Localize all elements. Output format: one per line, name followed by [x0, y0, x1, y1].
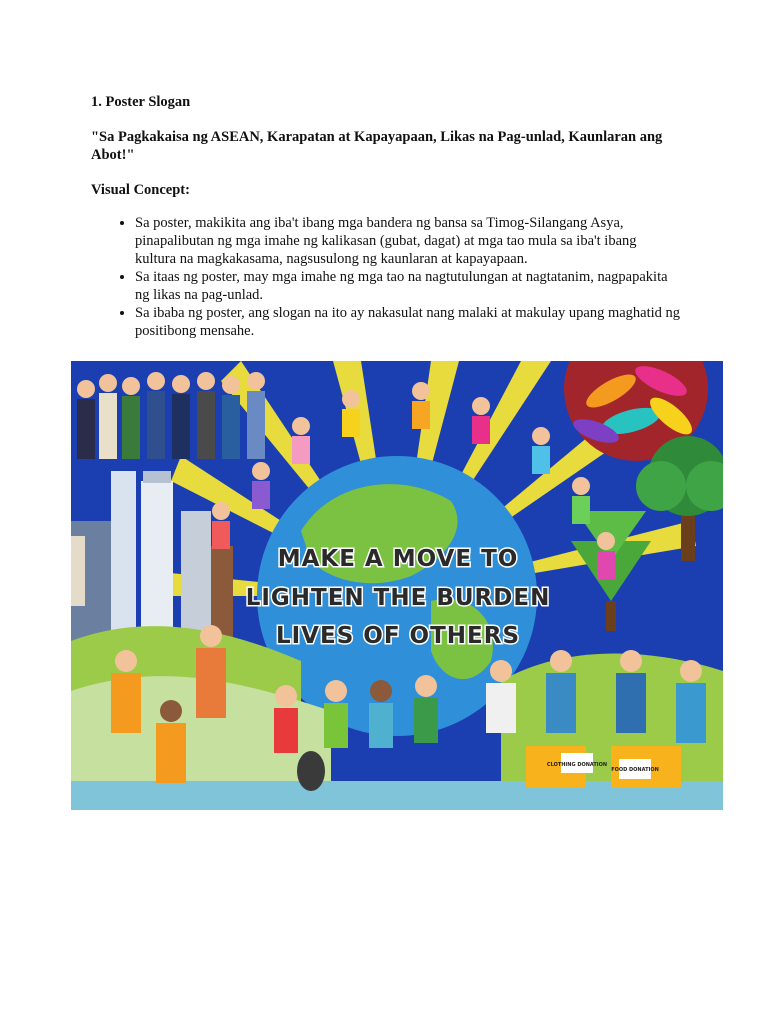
list-item: • Sa itaas ng poster, may mga imahe ng mga tao na nagtutulungan at nagtatanim, nagpapakita ng likas na pag-unlad. [135, 268, 681, 304]
visual-concept-list [91, 214, 681, 340]
slogan-text: "Sa Pagkakaisa ng ASEAN, Karapatan at Kapayapaan, Likas na Pag-unlad, Kaunlaran ang Abot!" [91, 129, 663, 163]
clothing-donation-label: CLOTHING DONATION [546, 762, 608, 768]
poster-headline-line-3: LIVES OF OTHERS [275, 623, 521, 649]
list-item: • Sa ibaba ng poster, ang slogan na ito ay nakasulat nang malaki at makulay upang maghatid ng positibong mensahe. [135, 304, 681, 340]
list-item: • Sa poster, makikita ang iba't ibang mga bandera ng bansa sa Timog-Silangang Asya, pinapalibutan ng mga imahe ng kalikasan (gubat, dagat) at mga tao mula sa iba't ibang kultura na magkakasama, nagsusulong ng kaunlaran at kapayapaan. [135, 214, 681, 268]
poster-image [71, 361, 723, 810]
poster-headline-line-1: MAKE A MOVE TO [277, 546, 519, 572]
poster-headline-line-2: LIGHTEN THE BURDEN [245, 585, 551, 611]
section-heading: 1. Poster Slogan [91, 94, 191, 110]
visual-concept-label: Visual Concept: [91, 182, 190, 198]
poster-illustration [71, 361, 723, 810]
food-donation-label: FOOD DONATION [611, 767, 659, 773]
document-body [91, 93, 681, 340]
